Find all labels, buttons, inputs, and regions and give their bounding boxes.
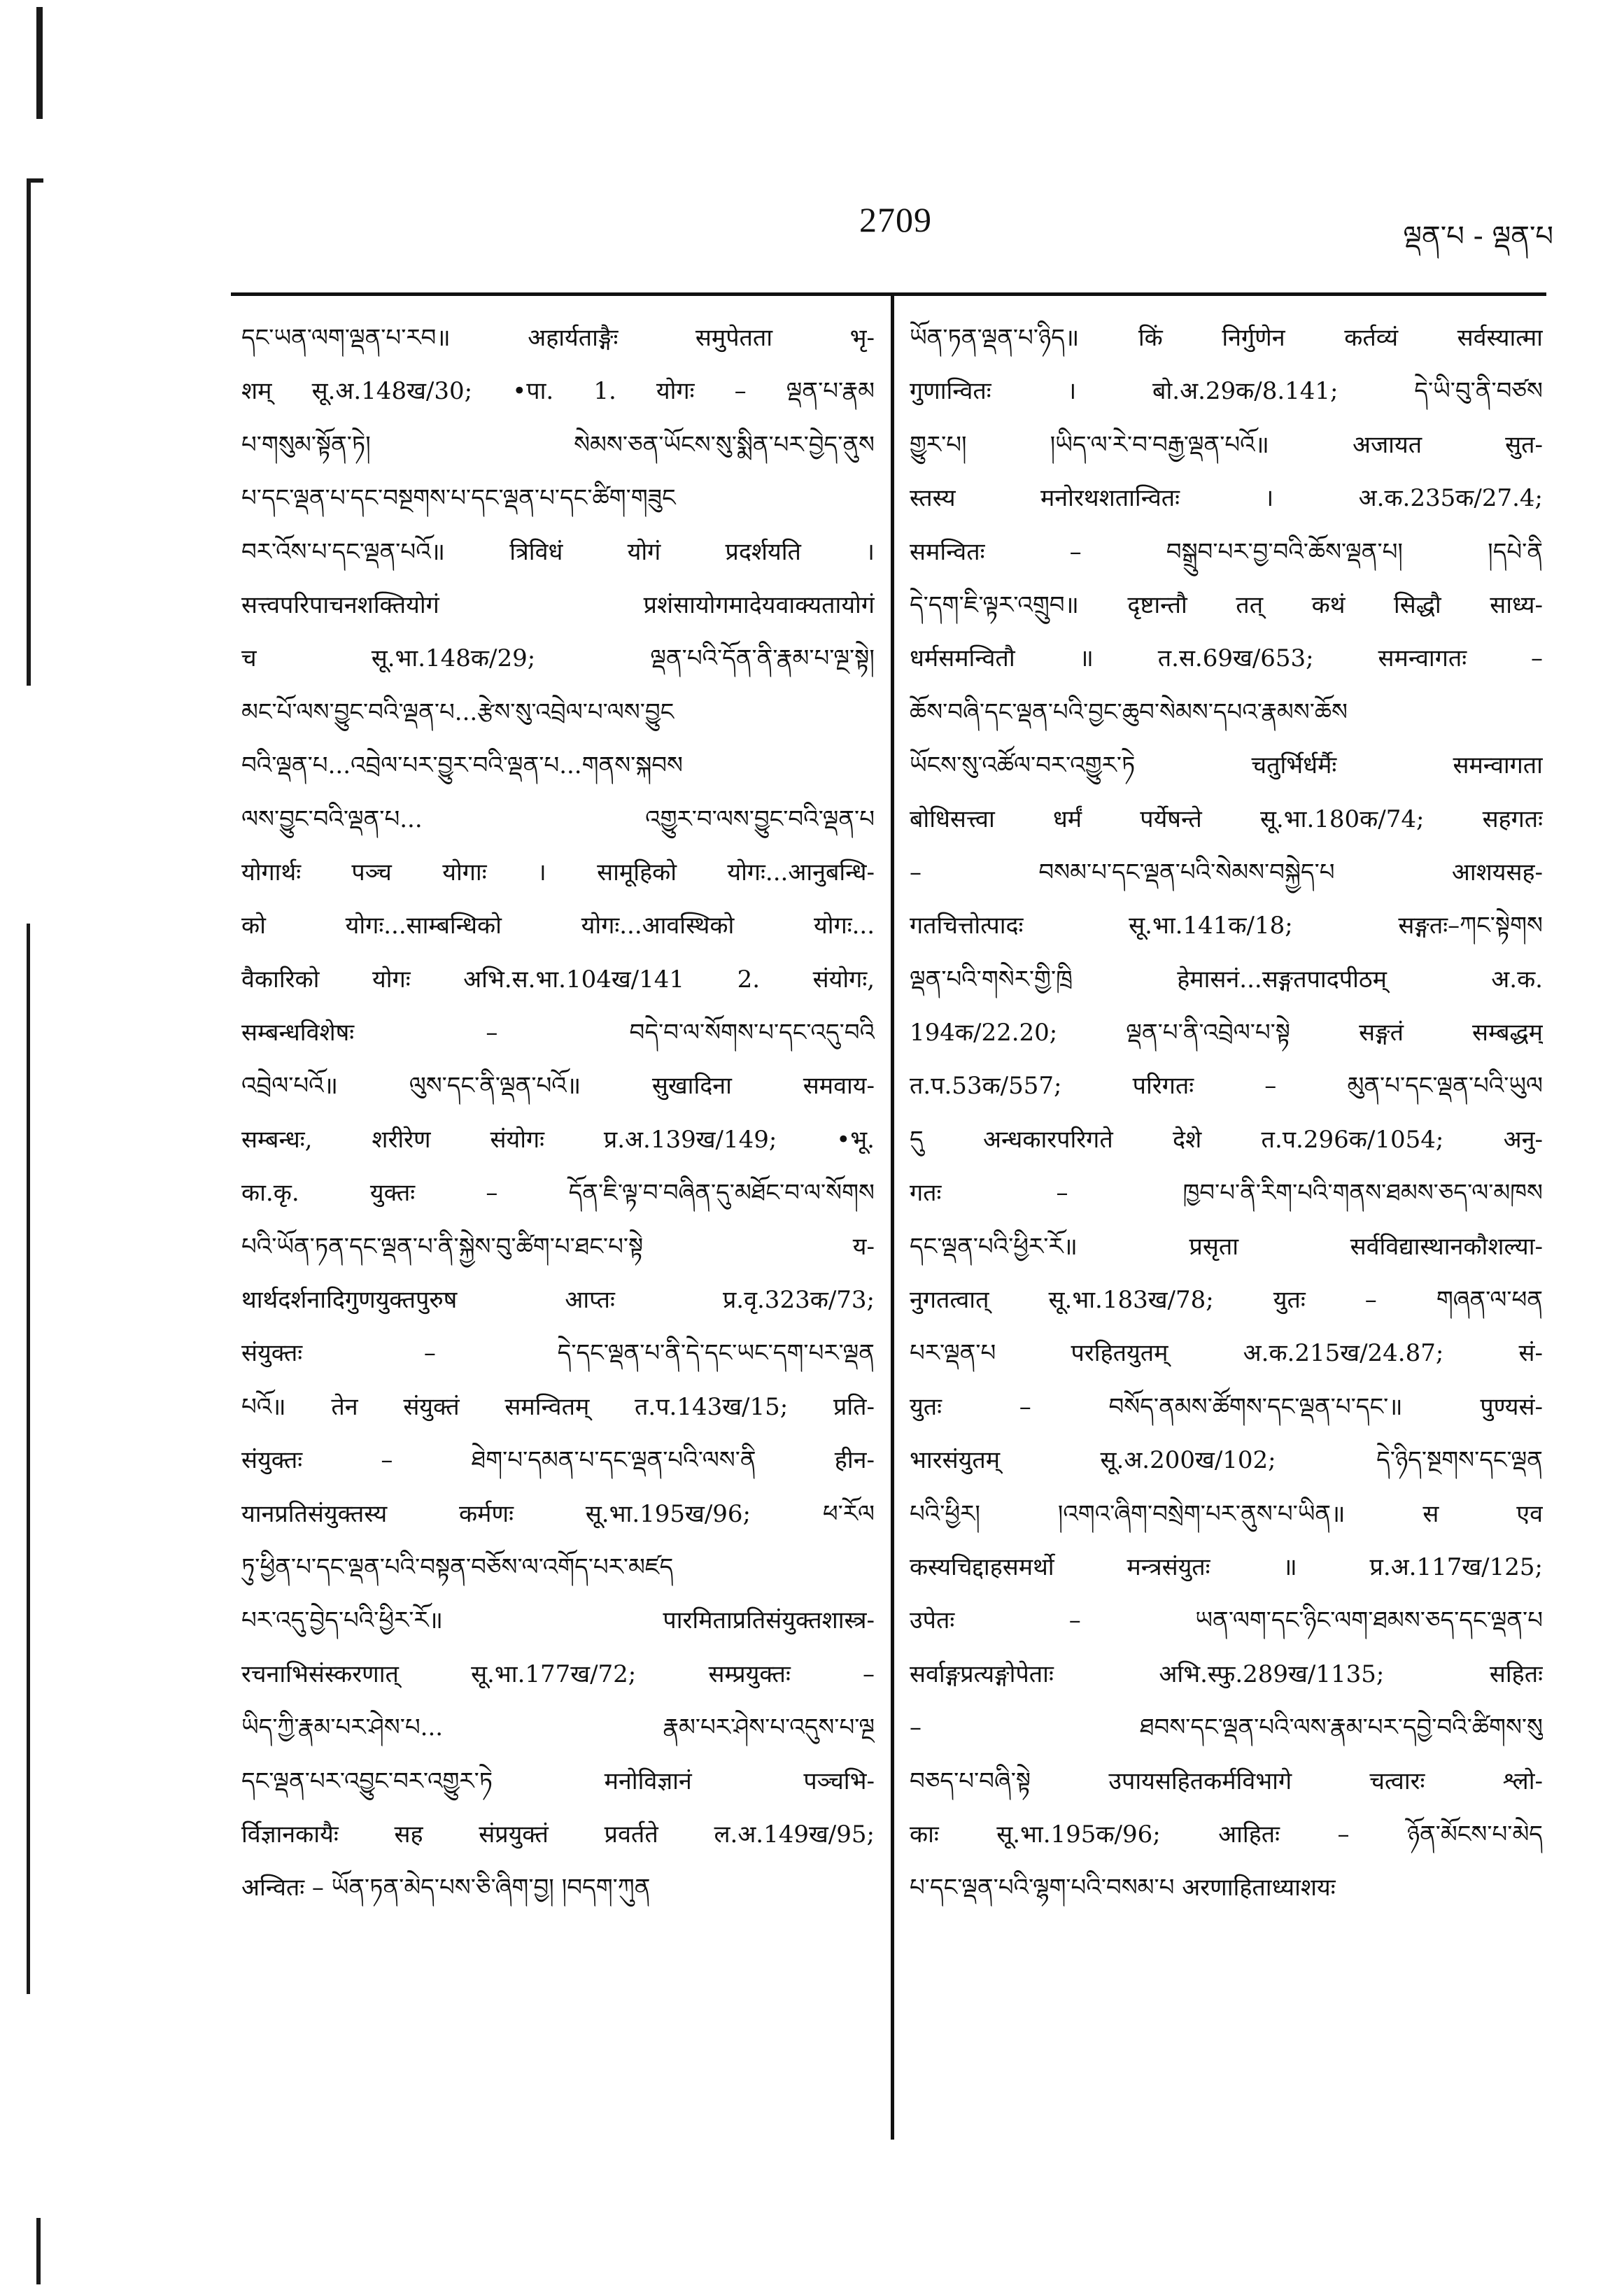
text-line: काः सू.भा.195क/96; आहितः – ཉོན་མོངས་པ་མེད [910, 1820, 1543, 1849]
text-line: པའི་ཕྱིར། །འགའ་ཞིག་བསྲེག་པར་ནུས་པ་ཡིན॥ स एव [910, 1499, 1543, 1528]
text-line: དང་ལྡན་པར་འབྱུང་བར་འགྱུར་ཏེ मनोविज्ञानं पञ्चभि- [241, 1767, 875, 1795]
scan-artifact-top [36, 7, 43, 119]
text-line: का.कृ. युक्तः – དོན་ཇི་ལྟ་བ་བཞིན་དུ་མཐོང་བ་ལ་སོགས [241, 1179, 875, 1208]
text-line: དང་ཡན་ལག་ལྡན་པ་རབ॥ अहार्यताङ्गैः समुपेतता भृ- [241, 324, 875, 352]
text-line: संयुक्तः – དེ་དང་ལྡན་པ་ནི་དེ་དང་ཡང་དག་པར་ལྡན [241, 1339, 875, 1368]
text-line: युतः – བསོད་ནམས་ཚོགས་དང་ལྡན་པ་དང་॥ पुण्यसं- [910, 1392, 1543, 1421]
text-line: འབྲེལ་པའོ॥ ལུས་དང་ནི་ལྡན་པའོ॥ सुखादिना समवाय- [241, 1072, 875, 1101]
text-line: ལྡན་པའི་གསེར་གྱི་ཁྲི हेमासनं...सङ्गतपादपीठम् अ.क. [910, 965, 1543, 994]
text-line: དང་ལྡན་པའི་ཕྱིར་རོ॥ प्रसृता सर्वविद्यास्थानकौशल्या- [910, 1232, 1543, 1261]
text-line: ཡོངས་སུ་འཚོལ་བར་འགྱུར་ཏེ चतुर्भिर्धर्मैः समन्वागता [910, 751, 1543, 780]
running-head: ལྡན་པ - ལྡན་པ [1403, 220, 1553, 253]
text-line: अन्वितः – ཡོན་ཏན་མེད་པས་ཅི་ཞིག་བྱ། །བདག་ཀུན [241, 1874, 651, 1902]
text-line: भारसंयुतम् सू.अ.200ख/102; དེ་ཉིད་སྔགས་དང་ལྡན [910, 1446, 1543, 1475]
text-line: དེ་དག་ཇི་ལྟར་འགྲུབ॥ दृष्टान्तौ तत् कथं सिद्धौ साध्य- [910, 591, 1543, 619]
text-line: བར་འོས་པ་དང་ལྡན་པའོ॥ त्रिविधं योगं प्रदर्शयति । [241, 537, 875, 566]
text-line: सम्बन्धविशेषः – བདེ་བ་ལ་སོགས་པ་དང་འདུ་བའི [241, 1019, 875, 1047]
text-line: संयुक्तः – ཐེག་པ་དམན་པ་དང་ལྡན་པའི་ལས་ནི हीन- [241, 1446, 875, 1475]
text-line: པར་འདུ་བྱེད་པའི་ཕྱིར་རོ॥ पारमिताप्रतिसंयुक्तशास्त्र- [241, 1606, 875, 1635]
text-line: थार्थदर्शनादिगुणयुक्तपुरुष आप्तः प्र.वृ.323क/73; [241, 1286, 875, 1315]
page-number: 2709 [859, 200, 932, 239]
text-line: བའི་ལྡན་པ...འབྲེལ་པར་བྱུར་བའི་ལྡན་པ...གནས་སྐབས [241, 751, 684, 780]
text-line: ལས་བྱུང་བའི་ལྡན་པ... འགྱུར་བ་ལས་བྱུང་བའི་ལྡན་པ [241, 805, 875, 833]
text-line: ཡོན་ཏན་ལྡན་པ་ཉིད॥ किं निर्गुणेन कर्तव्यं सर्वस्यात्मा [910, 324, 1543, 352]
text-line: यानप्रतिसंयुक्तस्य कर्मणः सू.भा.195ख/96; ཕ་རོལ [241, 1499, 875, 1528]
scan-artifact-bracket-hook [27, 178, 43, 183]
text-line: པར་ལྡན་པ परहितयुतम् अ.क.215ख/24.87; सं- [910, 1339, 1543, 1368]
text-line: པ་དང་ལྡན་པ་དང་བསྔགས་པ་དང་ལྡན་པ་དང་ཚིག་གཟུང [241, 484, 676, 513]
text-line: र्विज्ञानकायैः सह संप्रयुक्तं प्रवर्तते ल.अ.149ख/95; [241, 1820, 875, 1849]
column-divider [891, 292, 894, 2140]
text-line: गतचित्तोत्पादः सू.भा.141क/18; सङ्गतः–ཀང་སྟེགས [910, 912, 1543, 940]
text-line: सर्वाङ्गप्रत्यङ्गोपेताः अभि.स्फु.289ख/1135; सहितः [910, 1660, 1543, 1688]
text-line: वैकारिको योगः अभि.स.भा.104ख/141 2. संयोगः, [241, 965, 875, 994]
text-line: པ་གསུམ་སྟོན་ཏེ། སེམས་ཅན་ཡོངས་སུ་སྨིན་པར་བྱེད་ནུས [241, 430, 875, 459]
text-line: उपेतः – ཡན་ལག་དང་ཉིང་ལག་ཐམས་ཅད་དང་ལྡན་པ [910, 1606, 1543, 1635]
scan-artifact-bottom [36, 2218, 41, 2284]
text-line: बोधिसत्त्वा धर्मं पर्येषन्ते सू.भा.180क/74; सहगतः [910, 805, 1543, 833]
text-line: མང་པོ་ལས་བྱུང་བའི་ལྡན་པ...རྩེས་སུ་འབྲེལ་པ་ལས་བྱུང [241, 698, 675, 726]
text-line: शम् सू.अ.148ख/30; •पा. 1. योगः – ལྡན་པ་རྣམ [241, 377, 875, 406]
text-line: धर्मसमन्वितौ ॥ त.स.69ख/653; समन्वागतः – [910, 644, 1543, 673]
text-line: ཏུ་ཕྱིན་པ་དང་ལྡན་པའི་བསྟན་བཅོས་ལ་འགོད་པར་མཛད [241, 1553, 674, 1581]
text-line: ཡིད་ཀྱི་རྣམ་པར་ཤེས་པ... རྣམ་པར་ཤེས་པ་འདུས་པ་ལྔ [241, 1713, 875, 1742]
right-column [910, 311, 1543, 2144]
text-line: गुणान्वितः । बो.अ.29क/8.141; དེ་ཡི་བུ་ནི་བཙས [910, 377, 1543, 406]
text-line: – བསམ་པ་དང་ལྡན་པའི་སེམས་བསྐྱེད་པ आशयसह- [910, 858, 1543, 886]
text-line: को योगः...साम्बन्धिको योगः...आवस्थिको योगः... [241, 912, 875, 940]
text-line: योगार्थः पञ्च योगाः । सामूहिको योगः...आनुबन्धि- [241, 858, 875, 886]
text-line: च सू.भा.148क/29; ལྡན་པའི་དོན་ནི་རྣམ་པ་ལྔ་སྟེ། [241, 644, 875, 673]
text-line: गतः – ཁྱབ་པ་ནི་རིག་པའི་གནས་ཐམས་ཅད་ལ་མཁས [910, 1179, 1543, 1208]
scan-artifact-bracket [27, 182, 31, 686]
text-line: कस्यचिद्दाहसमर्थो मन्त्रसंयुतः ॥ प्र.अ.117ख/125; [910, 1553, 1543, 1581]
text-line: པའོ॥ तेन संयुक्तं समन्वितम् त.प.143ख/15; प्रति- [241, 1392, 875, 1421]
text-line: བཅད་པ་བཞི་སྟེ उपायसहितकर्मविभागे चत्वारः श्लो- [910, 1767, 1543, 1795]
text-line: དུ अन्धकारपरिगते देशे त.प.296क/1054; अनु- [910, 1125, 1543, 1154]
header-rule [231, 292, 1546, 296]
text-line: त.प.53क/557; परिगतः – མུན་པ་དང་ལྡན་པའི་ཡུལ [910, 1072, 1543, 1101]
text-line: स्तस्य मनोरथशतान्वितः । अ.क.235क/27.4; [910, 484, 1543, 513]
text-line: सम्बन्धः, शरीरेण संयोगः प्र.अ.139ख/149; •भू. [241, 1125, 875, 1154]
text-line: रचनाभिसंस्करणात् सू.भा.177ख/72; सम्प्रयुक्तः – [241, 1660, 875, 1688]
text-line: པའི་ཡོན་ཏན་དང་ལྡན་པ་ནི་སྐྱེས་བུ་ཚིག་པ་ཐང་པ་སྟེ य- [241, 1232, 875, 1261]
text-line: सत्त्वपरिपाचनशक्तियोगं प्रशंसायोगमादेयवाक्यतायोगं [241, 591, 875, 619]
text-line: नुगतत्वात् सू.भा.183ख/78; युतः – གཞན་ལ་ཕན [910, 1286, 1543, 1315]
text-line: 194क/22.20; ལྡན་པ་ནི་འབྲེལ་པ་སྟེ सङ्गतं सम्बद्धम् [910, 1019, 1543, 1047]
text-line: ཆོས་བཞི་དང་ལྡན་པའི་བྱང་ཆུབ་སེམས་དཔའ་རྣམས་ཆོས [910, 698, 1348, 726]
scan-artifact-lower [27, 924, 30, 1994]
text-line: གྱུར་པ། །ཡིད་ལ་རེ་བ་བརྒྱ་ལྡན་པའོ॥ अजायत सुत- [910, 430, 1543, 459]
left-column [241, 311, 875, 2144]
text-line: པ་དང་ལྡན་པའི་ལྷག་པའི་བསམ་པ अरणाहिताध्याशयः [910, 1874, 1336, 1902]
text-line: – ཐབས་དང་ལྡན་པའི་ལས་རྣམ་པར་དབྱེ་བའི་ཚིགས་སུ [910, 1713, 1543, 1742]
text-line: समन्वितः – བསྒྲུབ་པར་བྱ་བའི་ཆོས་ལྡན་པ། །དཔེ་ནི [910, 537, 1543, 566]
